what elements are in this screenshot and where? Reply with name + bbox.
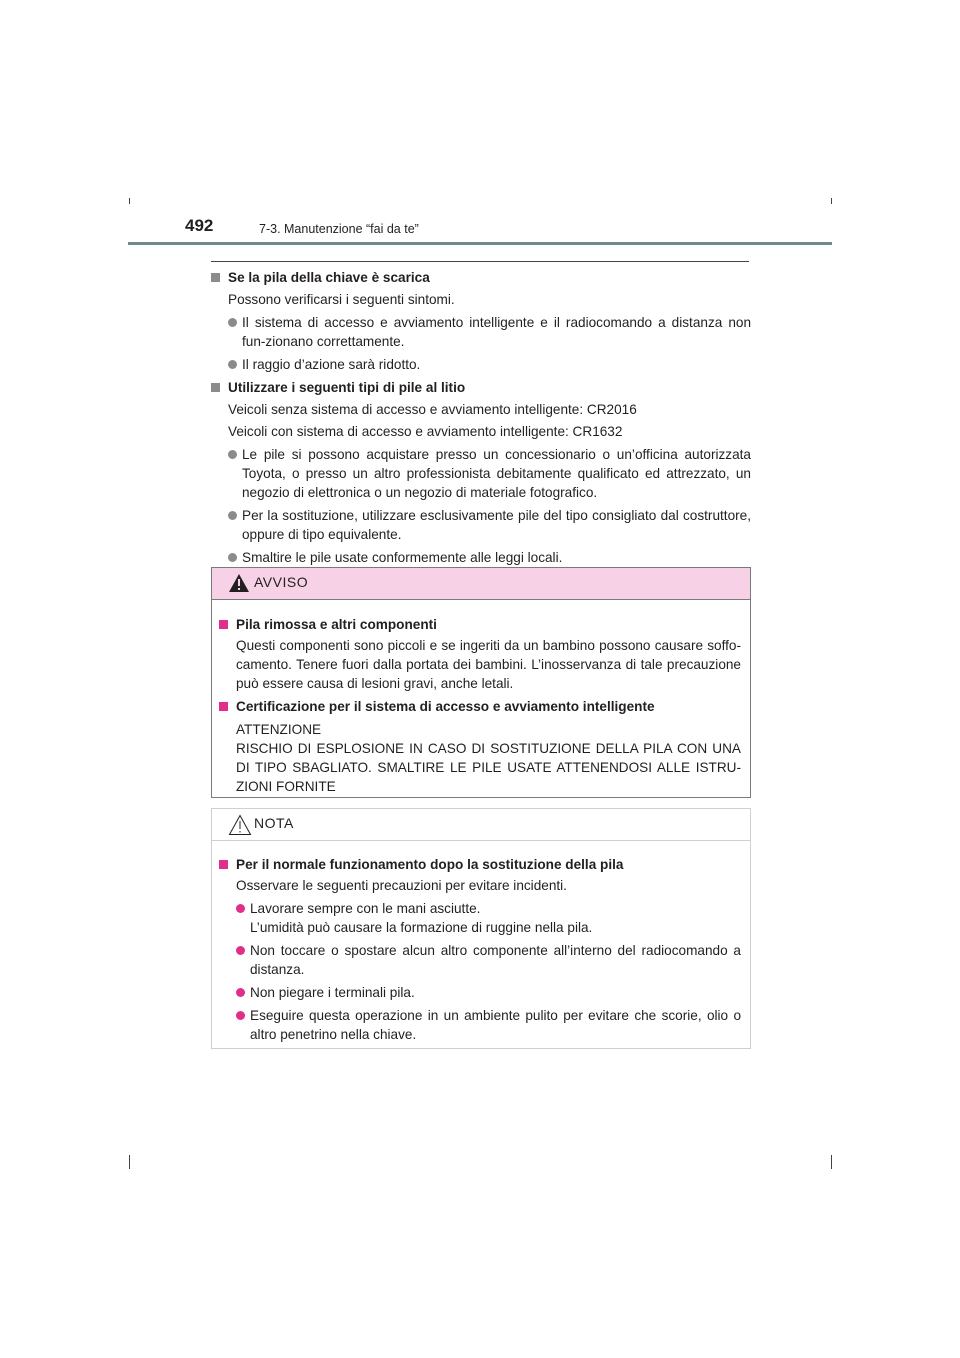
- list-item: Per la sostituzione, utilizzare esclusivamente pile del tipo consigliato dal costruttore, oppure di tipo equivalente.: [228, 506, 751, 544]
- paragraph: Veicoli senza sistema di accesso e avviamento intelligente: CR2016: [228, 402, 637, 417]
- crop-mark: [129, 1155, 130, 1169]
- warning-header: [212, 568, 750, 600]
- circle-bullet-icon: [236, 904, 245, 913]
- paragraph: Osservare le seguenti precauzioni per evitare incidenti.: [236, 878, 567, 893]
- list-item: Lavorare sempre con le mani asciutte. L’umidità può causare la formazione di ruggine nella pila.: [236, 899, 741, 937]
- list-item: Il sistema di accesso e avviamento intelligente e il radiocomando a distanza non fun-zionano correttamente.: [228, 313, 751, 351]
- list-item: Smaltire le pile usate conformemente alle leggi locali.: [228, 548, 751, 567]
- header-rule: [128, 242, 832, 245]
- square-bullet-icon: [211, 383, 220, 392]
- list-item: Non piegare i terminali pila.: [236, 983, 741, 1002]
- circle-bullet-icon: [228, 450, 237, 459]
- square-bullet-icon: [219, 620, 228, 629]
- circle-bullet-icon: [236, 946, 245, 955]
- paragraph: ATTENZIONE: [236, 722, 322, 737]
- circle-bullet-icon: [236, 988, 245, 997]
- list-item: Non toccare o spostare alcun altro componente all’interno del radiocomando a distanza.: [236, 941, 741, 979]
- content-rule: [211, 261, 749, 262]
- heading: Per il normale funzionamento dopo la sostituzione della pila: [219, 855, 741, 874]
- note-header: [212, 809, 750, 841]
- section-title: 7-3. Manutenzione “fai da te”: [259, 222, 419, 236]
- note-box: [211, 808, 751, 1049]
- paragraph: Possono verificarsi i seguenti sintomi.: [228, 292, 455, 307]
- warning-box: [211, 567, 751, 798]
- square-bullet-icon: [219, 860, 228, 869]
- circle-bullet-icon: [228, 553, 237, 562]
- square-bullet-icon: [219, 702, 228, 711]
- list-item: Eseguire questa operazione in un ambiente pulito per evitare che scorie, olio o altro penetrino nella chiave.: [236, 1006, 741, 1044]
- list-item: Il raggio d’azione sarà ridotto.: [228, 355, 751, 374]
- paragraph: RISCHIO DI ESPLOSIONE IN CASO DI SOSTITUZIONE DELLA PILA CON UNA DI TIPO SBAGLIATO. SMALTIRE LE PILE USATE ATTENENDOSI ALLE ISTRU-ZIONI FORNITE: [236, 741, 741, 794]
- heading: Pila rimossa e altri componenti: [219, 615, 741, 634]
- paragraph: Questi componenti sono piccoli e se ingeriti da un bambino possono causare soffo-camento. Tenere fuori dalla portata dei bambini. L’inosservanza di tale precauzione può essere causa di lesioni gravi, anche letali.: [236, 638, 741, 691]
- crop-mark: [831, 1155, 832, 1169]
- heading: Utilizzare i seguenti tipi di pile al litio: [211, 378, 751, 397]
- warning-triangle-icon: [228, 573, 250, 593]
- list-item: Le pile si possono acquistare presso un concessionario o un’officina autorizzata Toyota, o presso un altro professionista debitamente qualificato ed attrezzato, un negozio di elettronica o un negozio di materiale fotografico.: [228, 445, 751, 502]
- warning-body: [212, 600, 750, 810]
- circle-bullet-icon: [228, 511, 237, 520]
- crop-mark: [831, 198, 832, 204]
- circle-bullet-icon: [228, 318, 237, 327]
- warning-title: AVVISO: [254, 574, 309, 590]
- note-triangle-icon: [228, 814, 252, 836]
- circle-bullet-icon: [228, 360, 237, 369]
- page-number: 492: [185, 216, 214, 235]
- paragraph: Veicoli con sistema di accesso e avviamento intelligente: CR1632: [228, 424, 623, 439]
- note-body: [212, 841, 750, 1058]
- heading: Se la pila della chiave è scarica: [211, 268, 751, 287]
- note-title: NOTA: [254, 815, 294, 831]
- circle-bullet-icon: [236, 1011, 245, 1020]
- main-content: [211, 268, 751, 567]
- heading: Certificazione per il sistema di accesso e avviamento intelligente: [219, 697, 741, 716]
- square-bullet-icon: [211, 273, 220, 282]
- crop-mark: [129, 198, 130, 204]
